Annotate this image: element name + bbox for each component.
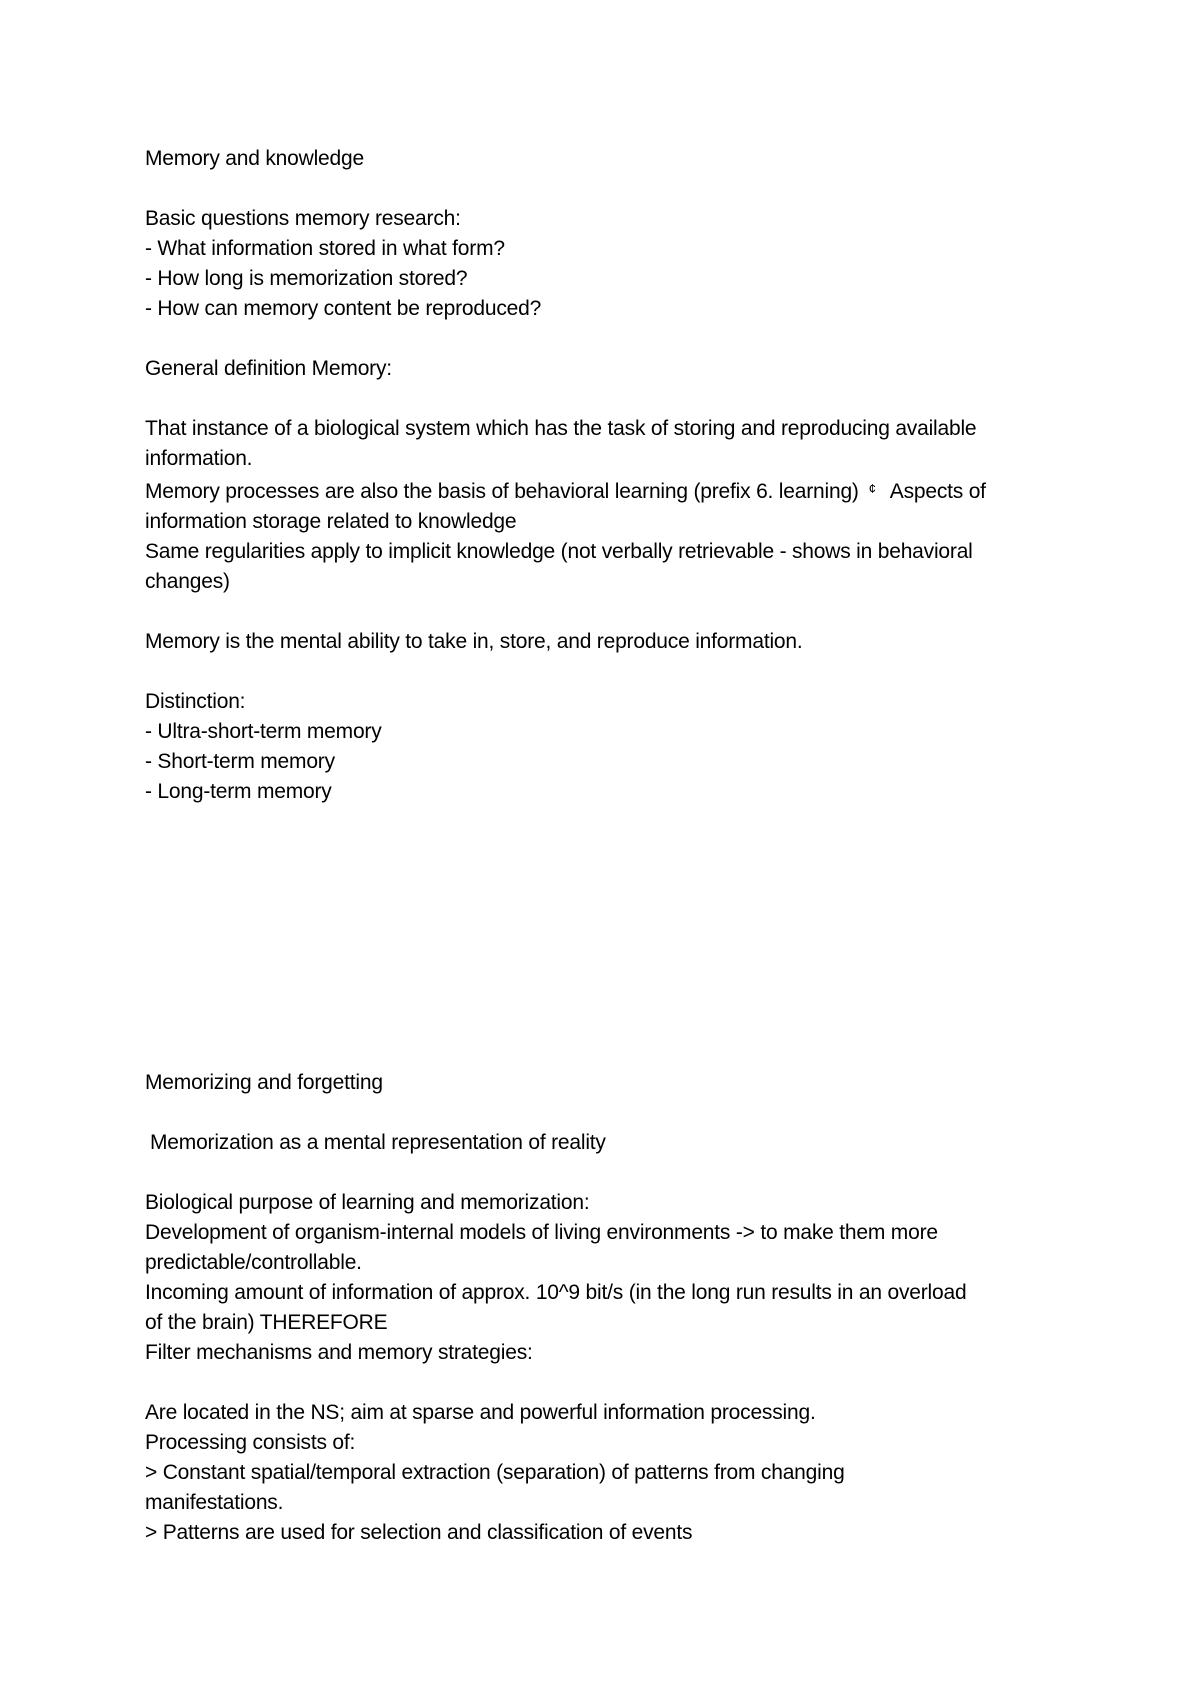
distinction-item: - Ultra-short-term memory (145, 720, 382, 743)
question-item: - What information stored in what form? (145, 237, 505, 260)
definition-line: That instance of a biological system which has the task of storing and reproducing available (145, 417, 977, 440)
purpose-line: Development of organism-internal models of living environments -> to make them more (145, 1221, 938, 1244)
distinction-item: - Long-term memory (145, 780, 332, 803)
purpose-line: of the brain) THEREFORE (145, 1311, 388, 1334)
implicit-line: Same regularities apply to implicit knowledge (not verbally retrievable - shows in behavioral (145, 540, 973, 563)
processes-line (145, 474, 1065, 507)
processing-line: Processing consists of: (145, 1431, 356, 1454)
question-item: - How can memory content be reproduced? (145, 297, 542, 320)
implicit-line: changes) (145, 570, 230, 593)
processes-text: Memory processes are also the basis of behavioral learning (prefix 6. learning) (145, 480, 859, 503)
purpose-line: Incoming amount of information of approx. 10^9 bit/s (in the long run results in an overload (145, 1281, 967, 1304)
purpose-heading: Biological purpose of learning and memorization: (145, 1191, 590, 1214)
section-memorizing-and-forgetting (145, 1068, 1065, 1548)
processing-line: manifestations. (145, 1491, 284, 1514)
processing-line: Are located in the NS; aim at sparse and powerful information processing. (145, 1401, 816, 1424)
processing-line: > Constant spatial/temporal extraction (separation) of patterns from changing (145, 1461, 845, 1484)
definition-heading: General definition Memory: (145, 357, 392, 380)
distinction-item: - Short-term memory (145, 750, 335, 773)
section-title: Memory and knowledge (145, 147, 364, 170)
arrow-icon: ¢ (868, 481, 876, 496)
section-memory-and-knowledge (145, 144, 1065, 807)
processes-text-continued: Aspects of (889, 480, 986, 503)
section-title: Memorizing and forgetting (145, 1071, 383, 1094)
distinction-heading: Distinction: (145, 690, 246, 713)
definition-line: information. (145, 447, 253, 470)
question-item: - How long is memorization stored? (145, 267, 468, 290)
purpose-line: predictable/controllable. (145, 1251, 362, 1274)
memory-summary: Memory is the mental ability to take in, store, and reproduce information. (145, 630, 803, 653)
purpose-line: Filter mechanisms and memory strategies: (145, 1341, 533, 1364)
processes-line: information storage related to knowledge (145, 510, 517, 533)
section-subtitle: Memorization as a mental representation of reality (150, 1131, 606, 1154)
processing-line: > Patterns are used for selection and classification of events (145, 1521, 693, 1544)
questions-heading: Basic questions memory research: (145, 207, 461, 230)
